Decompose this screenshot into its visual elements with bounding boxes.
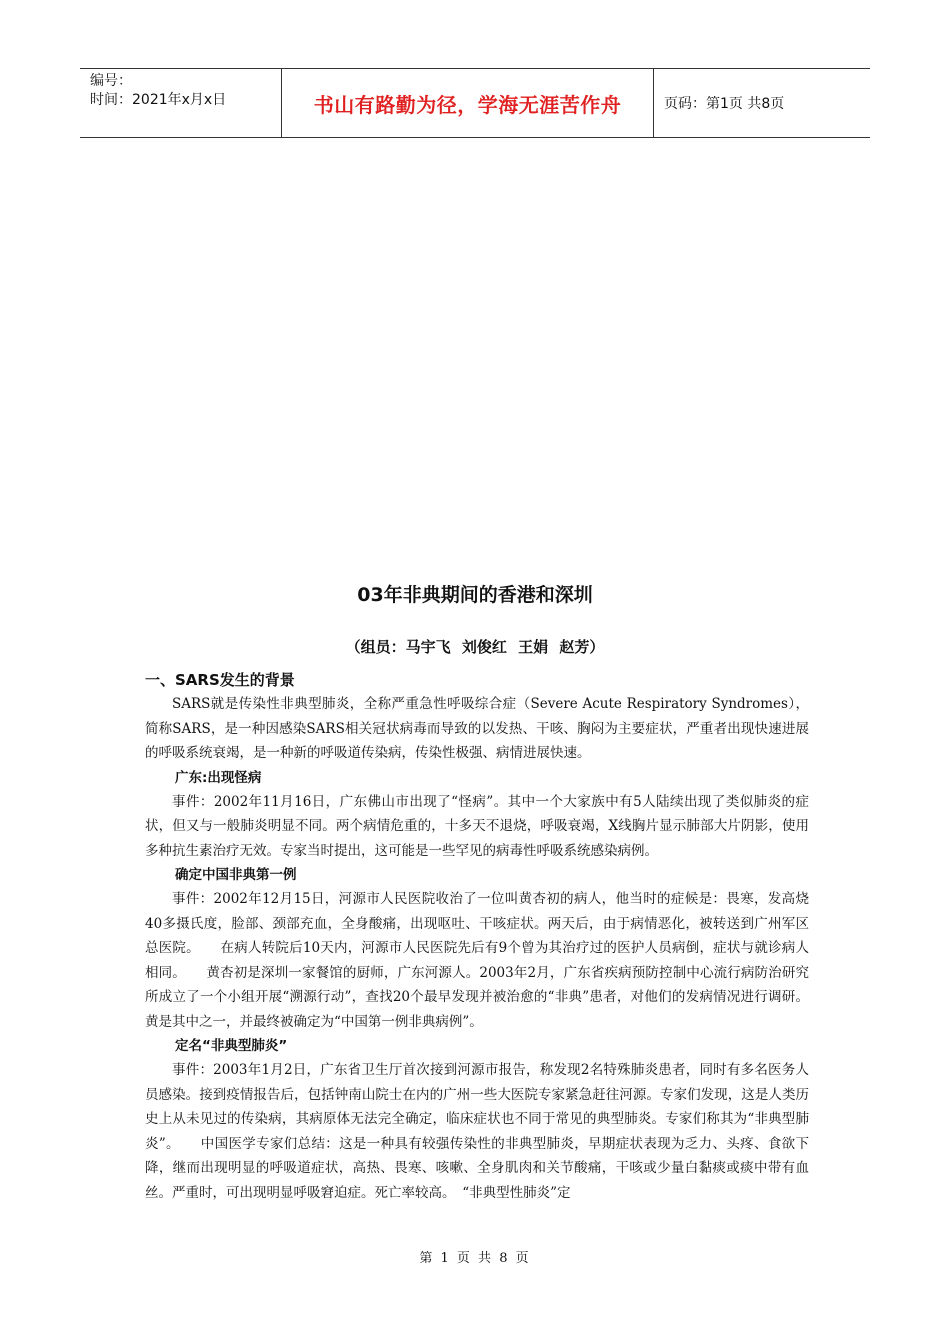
date-label: 时间：2021年x月x日 <box>90 92 227 108</box>
paragraph-sars-intro: SARS就是传染性非典型肺炎，全称严重急性呼吸综合症（Severe Acute Respiratory Syndromes），简称SARS，是一种因感染SARS相关冠状病毒而导致的以发热、干咳、胸闷为主要症状，严重者出现快速进展的呼吸系统衰竭，是一种新的呼吸道传染病，传染性极强、病情进展快速。 <box>145 696 809 761</box>
page-info: 页码：第1页 共8页 <box>664 96 785 112</box>
subheading-guangdong: 广东:出现怪病 <box>175 769 262 786</box>
document-body <box>145 668 809 1205</box>
motto-text: 书山有路勤为径，学海无涯苦作舟 <box>313 92 622 117</box>
section-heading-background: 一、SARS发生的背景 <box>145 671 295 689</box>
page-footer: 第 1 页 共 8 页 <box>419 1251 531 1266</box>
group-members: （组员：马宇飞 刘俊红 王娟 赵芳） <box>345 638 605 656</box>
header-page-cell <box>654 69 870 137</box>
header-motto-cell <box>282 69 654 137</box>
document-title: 03年非典期间的香港和深圳 <box>357 584 593 606</box>
paragraph-naming: 事件：2003年1月2日，广东省卫生厅首次接到河源市报告，称发现2名特殊肺炎患者，同时有多名医务人员感染。接到疫情报告后，包括钟南山院士在内的广州一些大医院专家紧急赶往河源。专家们发现，这是人类历史上从未见过的传染病，其病原体无法完全确定，临床症状也不同于常见的典型肺炎。专家们称其为“非典型肺炎”。 中国医学专家们总结：这是一种具有较强传染性的非典型肺炎，早期症状表现为乏力、头疼、食欲下降，继而出现明显的呼吸道症状，高热、畏寒、咳嗽、全身肌肉和关节酸痛，干咳或少量白黏痰或痰中带有血丝。严重时，可出现明显呼吸窘迫症。死亡率较高。 “非典型性肺炎”定 <box>145 1062 809 1201</box>
number-label: 编号： <box>90 73 132 89</box>
subheading-naming: 定名“非典型肺炎” <box>175 1038 288 1054</box>
paragraph-guangdong: 事件：2002年11月16日，广东佛山市出现了“怪病”。其中一个大家族中有5人陆续出现了类似肺炎的症状，但又与一般肺炎明显不同。两个病情危重的，十多天不退烧，呼吸衰竭，X线胸片显示肺部大片阴影，使用多种抗生素治疗无效。专家当时提出，这可能是一些罕见的病毒性呼吸系统感染病例。 <box>145 793 809 859</box>
subheading-first-case: 确定中国非典第一例 <box>175 867 297 883</box>
document-header <box>80 68 870 138</box>
header-meta-cell <box>80 69 282 137</box>
paragraph-first-case: 事件：2002年12月15日，河源市人民医院收治了一位叫黄杏初的病人，他当时的症候是：畏寒，发高烧40多摄氏度，脸部、颈部充血，全身酸痛，出现呕吐、干咳症状。两天后，由于病情恶化，被转送到广州军区总医院。 在病人转院后10天内，河源市人民医院先后有9个曾为其治疗过的医护人员病倒，症状与就诊病人相同。 黄杏初是深圳一家餐馆的厨师，广东河源人。2003年2月，广东省疾病预防控制中心流行病防治研究所成立了一个小组开展“溯源行动”，查找20个最早发现并被治愈的“非典”患者，对他们的发病情况进行调研。黄是其中之一，并最终被确定为“中国第一例非典病例”。 <box>145 891 809 1030</box>
